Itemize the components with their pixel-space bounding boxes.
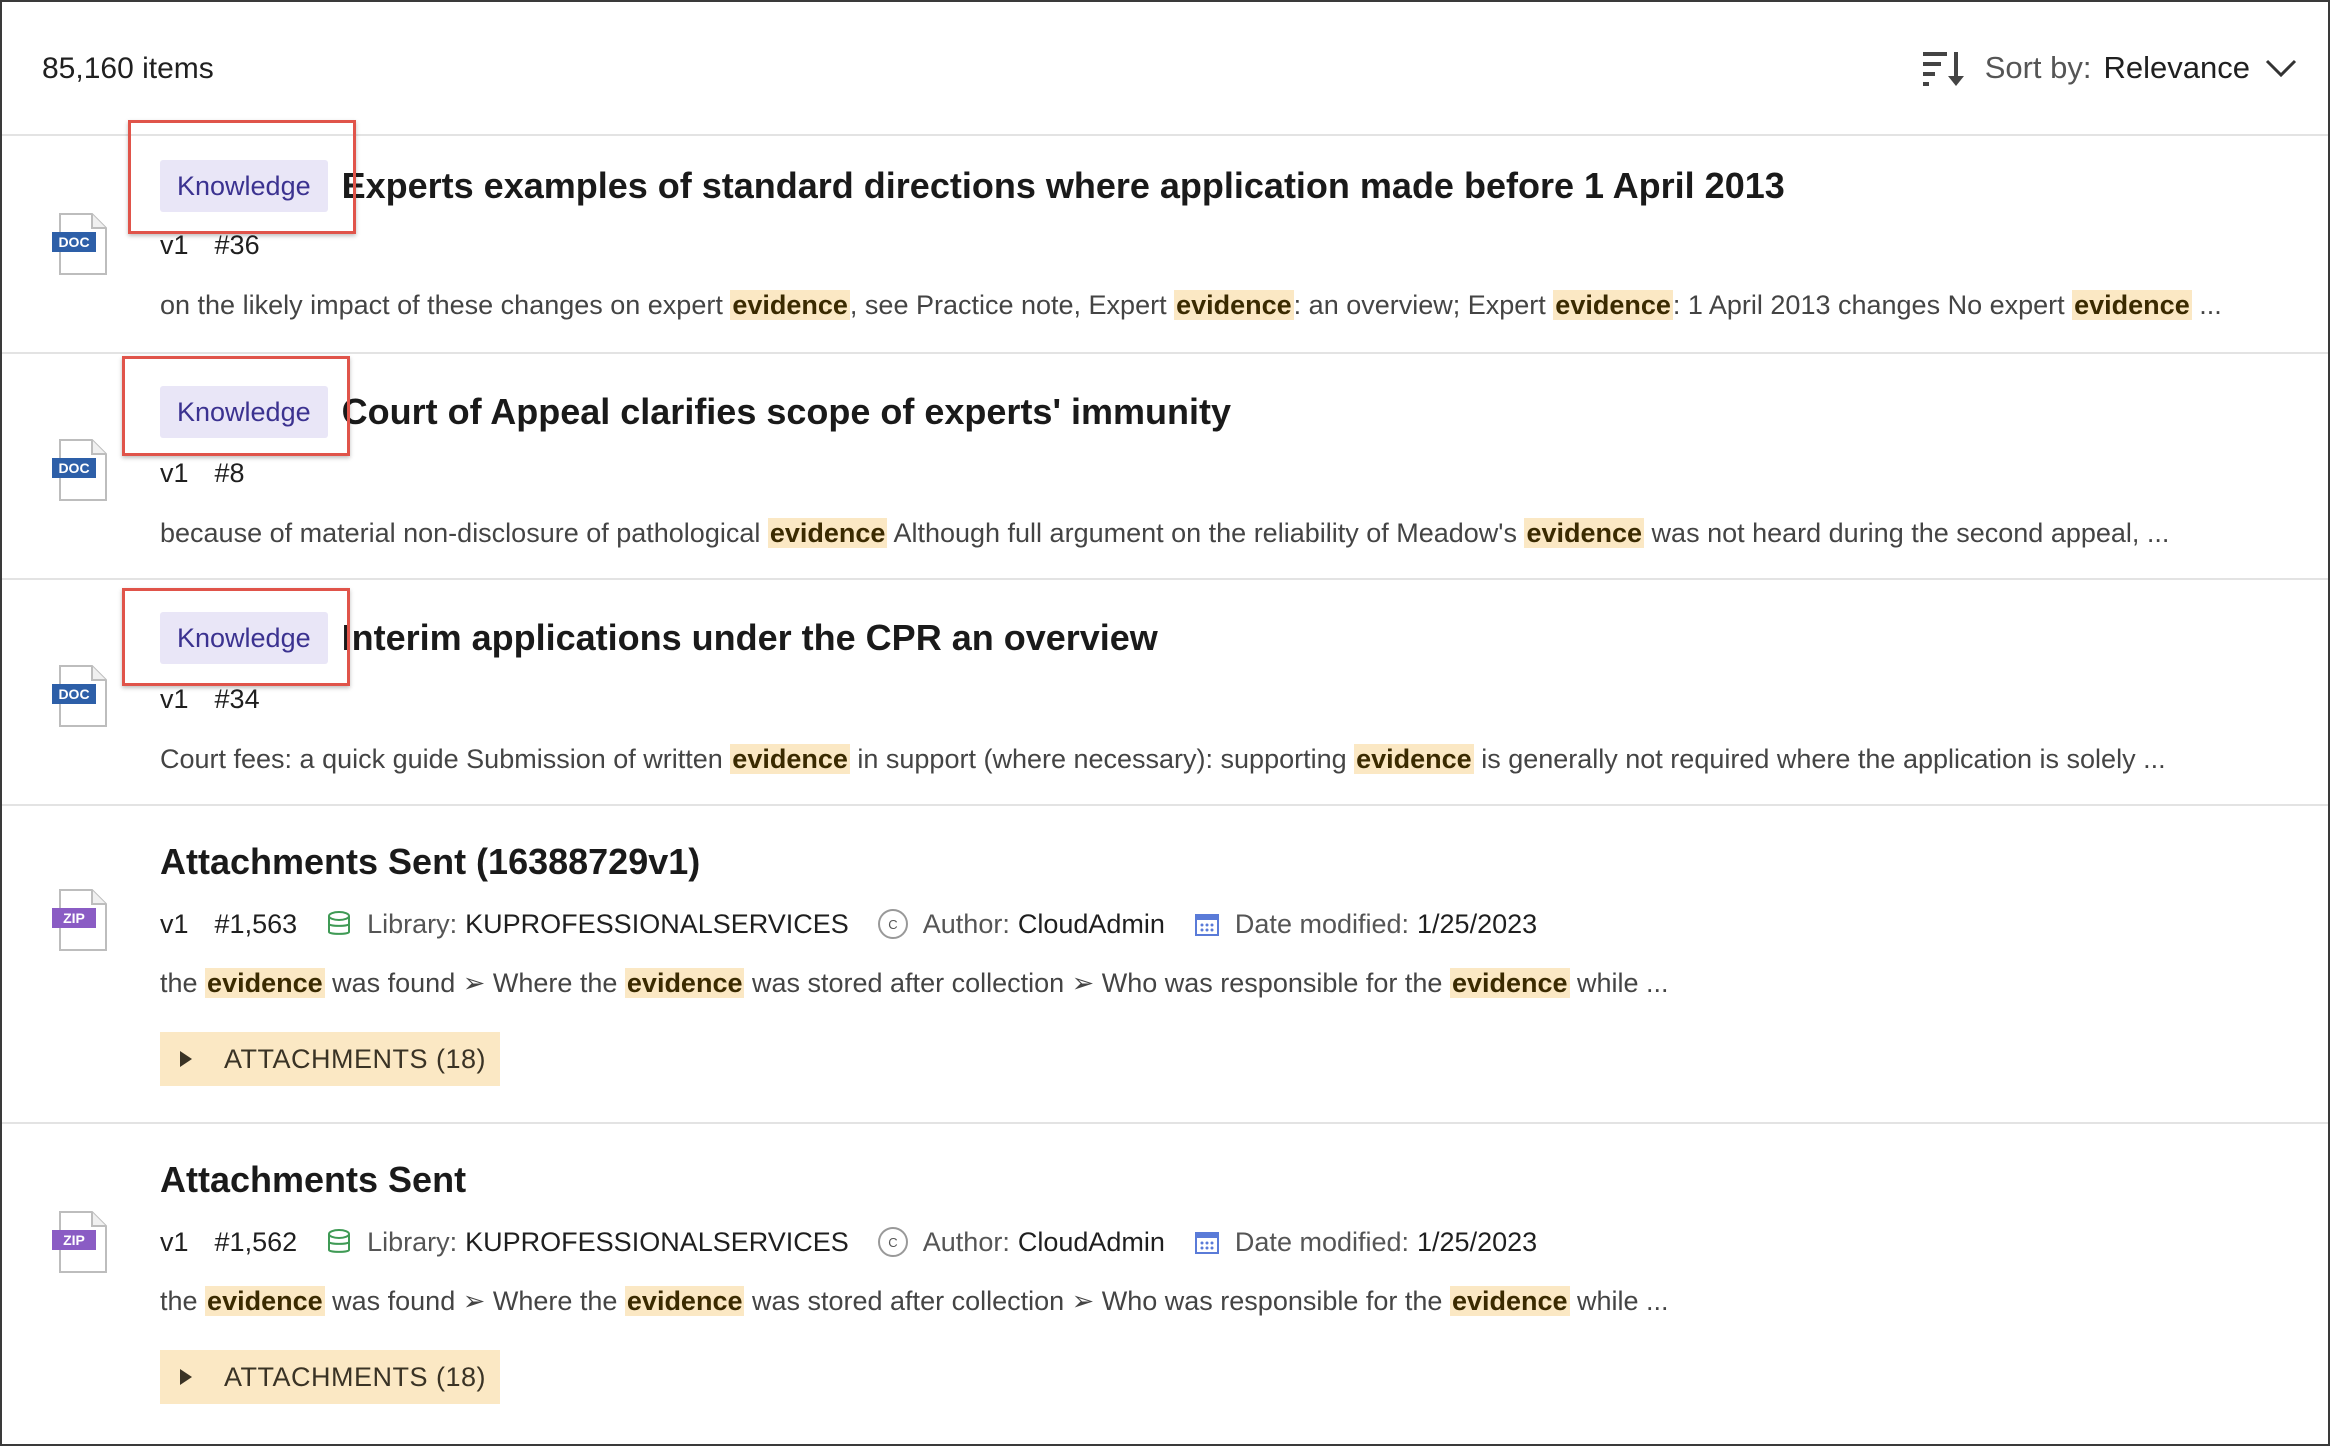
author-avatar-icon xyxy=(877,908,909,940)
highlighted-term: evidence xyxy=(769,518,886,548)
doc-number: #34 xyxy=(214,684,260,714)
library-label: Library: xyxy=(367,1226,458,1257)
results-header xyxy=(2,2,2328,136)
attachments-label: ATTACHMENTS (18) xyxy=(224,1361,487,1392)
snippet-text: Court fees: a quick guide Submission of written xyxy=(160,744,731,774)
snippet-text: while ... xyxy=(1569,968,1669,998)
snippet-text: because of material non-disclosure of pathological xyxy=(160,518,768,548)
result-snippet xyxy=(160,290,2222,321)
svg-text:C: C xyxy=(888,1235,898,1250)
snippet-text: : an overview; Expert xyxy=(1293,290,1554,320)
version: v1 xyxy=(160,908,189,939)
snippet-text: was stored after collection ➢ Who was responsible for the xyxy=(744,1286,1450,1316)
attachments-toggle-button[interactable] xyxy=(160,1032,500,1086)
library-value: KUPROFESSIONALSERVICES xyxy=(465,1226,849,1257)
highlighted-term: evidence xyxy=(1176,290,1292,320)
result-item[interactable] xyxy=(2,1124,2328,1444)
version: v1 xyxy=(160,1226,189,1257)
author-label: Author: xyxy=(922,1226,1010,1257)
date-value: 1/25/2023 xyxy=(1417,1226,1538,1257)
snippet-text: ... xyxy=(2191,290,2222,320)
annotation-highlight-box xyxy=(122,588,350,686)
highlighted-term: evidence xyxy=(207,1286,323,1316)
knowledge-tag: Knowledge xyxy=(160,160,328,212)
snippet-text: , see Practice note, Expert xyxy=(849,290,1175,320)
result-item[interactable] xyxy=(2,580,2328,806)
doc-number: #36 xyxy=(214,230,260,260)
item-count: 85,160 items xyxy=(42,52,214,85)
highlighted-term: evidence xyxy=(2074,290,2190,320)
snippet-text: was found ➢ Where the xyxy=(324,1286,625,1316)
date-label: Date modified: xyxy=(1234,1226,1410,1257)
svg-text:ZIP: ZIP xyxy=(63,1232,85,1248)
highlighted-term: evidence xyxy=(1555,290,1671,320)
zip-file-icon xyxy=(52,1210,108,1274)
doc-file-icon xyxy=(52,212,108,276)
knowledge-tag: Knowledge xyxy=(160,386,328,438)
library-value: KUPROFESSIONALSERVICES xyxy=(465,908,849,939)
highlighted-term: evidence xyxy=(732,290,848,320)
highlighted-term: evidence xyxy=(626,1286,743,1316)
sort-value: Relevance xyxy=(2103,50,2250,85)
result-title[interactable]: Court of Appeal clarifies scope of experts' immunity xyxy=(341,391,1232,432)
result-snippet xyxy=(160,968,1669,999)
version: v1 xyxy=(160,684,189,714)
result-title[interactable]: Interim applications under the CPR an overview xyxy=(341,617,1158,658)
database-icon xyxy=(325,910,353,938)
caret-right-icon xyxy=(178,1049,194,1069)
snippet-text: was not heard during the second appeal, ... xyxy=(1644,518,2170,548)
highlighted-term: evidence xyxy=(1526,518,1643,548)
annotation-highlight-box xyxy=(122,356,350,456)
result-snippet xyxy=(160,1286,1669,1317)
author-value: CloudAdmin xyxy=(1017,1226,1165,1257)
snippet-text: : 1 April 2013 changes No expert xyxy=(1672,290,2073,320)
svg-text:C: C xyxy=(888,917,898,932)
author-avatar-icon xyxy=(877,1226,909,1258)
sort-icon xyxy=(1921,48,1965,88)
date-value: 1/25/2023 xyxy=(1417,908,1538,939)
snippet-text: on the likely impact of these changes on expert xyxy=(160,290,731,320)
chevron-down-icon xyxy=(2264,57,2298,79)
annotation-highlight-box xyxy=(128,120,356,234)
snippet-text: the xyxy=(160,968,206,998)
snippet-text: was stored after collection ➢ Who was responsible for the xyxy=(744,968,1450,998)
calendar-icon xyxy=(1193,1228,1221,1256)
attachments-toggle-button[interactable] xyxy=(160,1350,500,1404)
zip-file-icon xyxy=(52,888,108,952)
result-title[interactable]: Attachments Sent xyxy=(160,1159,467,1200)
doc-file-icon xyxy=(52,438,108,502)
highlighted-term: evidence xyxy=(207,968,323,998)
date-label: Date modified: xyxy=(1234,908,1410,939)
svg-text:DOC: DOC xyxy=(58,234,90,250)
calendar-icon xyxy=(1193,910,1221,938)
result-title[interactable]: Experts examples of standard directions where application made before 1 April 2013 xyxy=(341,165,1785,206)
highlighted-term: evidence xyxy=(1451,968,1568,998)
doc-number: #1,562 xyxy=(214,1226,298,1257)
author-value: CloudAdmin xyxy=(1017,908,1165,939)
highlighted-term: evidence xyxy=(732,744,848,774)
snippet-text: Although full argument on the reliability of Meadow's xyxy=(887,518,1525,548)
snippet-text: while ... xyxy=(1569,1286,1669,1316)
snippet-text: in support (where necessary): supporting xyxy=(849,744,1355,774)
result-item[interactable] xyxy=(2,806,2328,1124)
result-snippet xyxy=(160,518,2169,549)
sort-label: Sort by: xyxy=(1984,50,2092,85)
svg-text:DOC: DOC xyxy=(58,686,90,702)
library-label: Library: xyxy=(367,908,458,939)
svg-text:DOC: DOC xyxy=(58,460,90,476)
result-item[interactable] xyxy=(2,354,2328,580)
author-label: Author: xyxy=(922,908,1010,939)
caret-right-icon xyxy=(178,1367,194,1387)
knowledge-tag: Knowledge xyxy=(160,612,328,664)
snippet-text: the xyxy=(160,1286,206,1316)
database-icon xyxy=(325,1228,353,1256)
result-snippet xyxy=(160,744,2166,775)
snippet-text: was found ➢ Where the xyxy=(324,968,625,998)
highlighted-term: evidence xyxy=(626,968,743,998)
highlighted-term: evidence xyxy=(1451,1286,1568,1316)
attachments-label: ATTACHMENTS (18) xyxy=(224,1043,487,1074)
doc-number: #1,563 xyxy=(214,908,298,939)
doc-number: #8 xyxy=(214,458,245,488)
version: v1 xyxy=(160,458,189,488)
doc-file-icon xyxy=(52,664,108,728)
sort-dropdown[interactable] xyxy=(1921,46,2298,90)
svg-text:ZIP: ZIP xyxy=(63,910,85,926)
version: v1 xyxy=(160,230,189,260)
result-item[interactable] xyxy=(2,136,2328,354)
snippet-text: is generally not required where the application is solely ... xyxy=(1473,744,2166,774)
result-title[interactable]: Attachments Sent (16388729v1) xyxy=(160,841,701,882)
highlighted-term: evidence xyxy=(1356,744,1472,774)
